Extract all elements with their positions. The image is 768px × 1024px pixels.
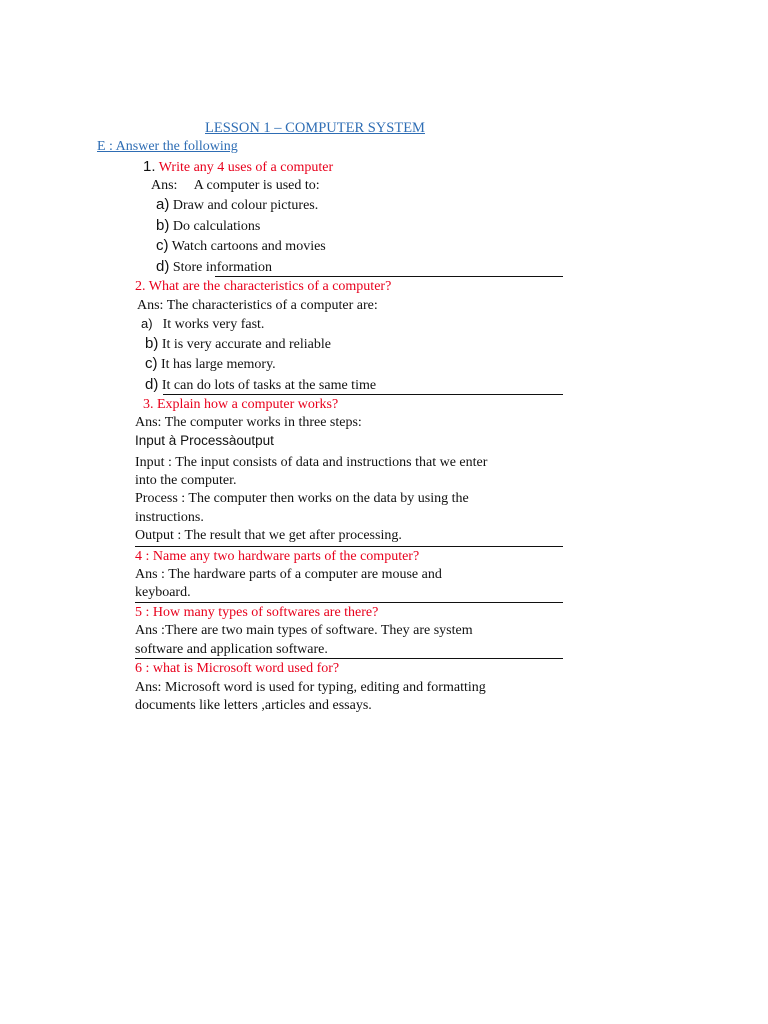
answer-3-process-line-2: instructions.	[135, 510, 204, 525]
answer-1-intro	[151, 177, 320, 195]
page-title: LESSON 1 – COMPUTER SYSTEM	[205, 120, 425, 136]
answer-1-item-b: b) Do calculations	[156, 217, 261, 234]
arrow-icon: à	[168, 433, 177, 448]
section-subtitle: E : Answer the following	[97, 139, 238, 154]
question-4-text: 4 : Name any two hardware parts of the computer?	[135, 549, 420, 564]
answer-3-input-line-1: Input : The input consists of data and instructions that we enter	[135, 455, 488, 470]
answer-6-line-2: documents like letters ,articles and essays.	[135, 698, 372, 713]
answer-3-intro: Ans: The computer works in three steps:	[135, 415, 362, 430]
divider-rule	[215, 276, 563, 277]
divider-rule	[163, 394, 563, 395]
flow-output: output	[236, 433, 274, 448]
question-6-text: 6 : what is Microsoft word used for?	[135, 661, 340, 676]
answer-1-item-a: a) Draw and colour pictures.	[156, 196, 319, 213]
question-1-text: Write any 4 uses of a computer	[158, 160, 334, 175]
answer-1-item-c: c) Watch cartoons and movies	[156, 237, 326, 254]
flow-input: Input	[135, 433, 166, 448]
divider-rule	[135, 602, 563, 603]
question-1	[143, 158, 333, 177]
answer-3-output-line: Output : The result that we get after processing.	[135, 528, 402, 543]
answer-4-line-1: Ans : The hardware parts of a computer are mouse and	[135, 567, 442, 582]
divider-rule	[135, 546, 563, 547]
answer-1-label: Ans:	[151, 178, 178, 193]
question-1-number: 1.	[143, 158, 156, 175]
question-5-text: 5 : How many types of softwares are there?	[135, 605, 379, 620]
arrow-icon: à	[228, 433, 237, 448]
answer-3-input-line-2: into the computer.	[135, 473, 237, 488]
answer-3-flow	[135, 432, 274, 450]
answer-3-process-line-1: Process : The computer then works on the data by using the	[135, 491, 469, 506]
divider-rule	[135, 658, 563, 659]
answer-2-item-a: a) It works very fast.	[141, 316, 265, 332]
answer-1-item-d: d) Store information	[156, 258, 272, 275]
question-2-text: 2. What are the characteristics of a computer?	[135, 279, 392, 294]
question-3-text: 3. Explain how a computer works?	[143, 397, 339, 412]
answer-4-line-2: keyboard.	[135, 585, 191, 600]
flow-process: Process	[180, 433, 229, 448]
answer-1-text: A computer is used to:	[193, 178, 320, 193]
answer-2-item-c: c) It has large memory.	[145, 355, 276, 372]
answer-2-intro: Ans: The characteristics of a computer are:	[137, 298, 378, 313]
answer-5-line-1: Ans :There are two main types of software. They are system	[135, 623, 473, 638]
answer-2-item-d: d) It can do lots of tasks at the same time	[145, 376, 377, 393]
answer-2-item-b: b) It is very accurate and reliable	[145, 335, 331, 352]
answer-6-line-1: Ans: Microsoft word is used for typing, editing and formatting	[135, 680, 486, 695]
answer-5-line-2: software and application software.	[135, 642, 328, 657]
